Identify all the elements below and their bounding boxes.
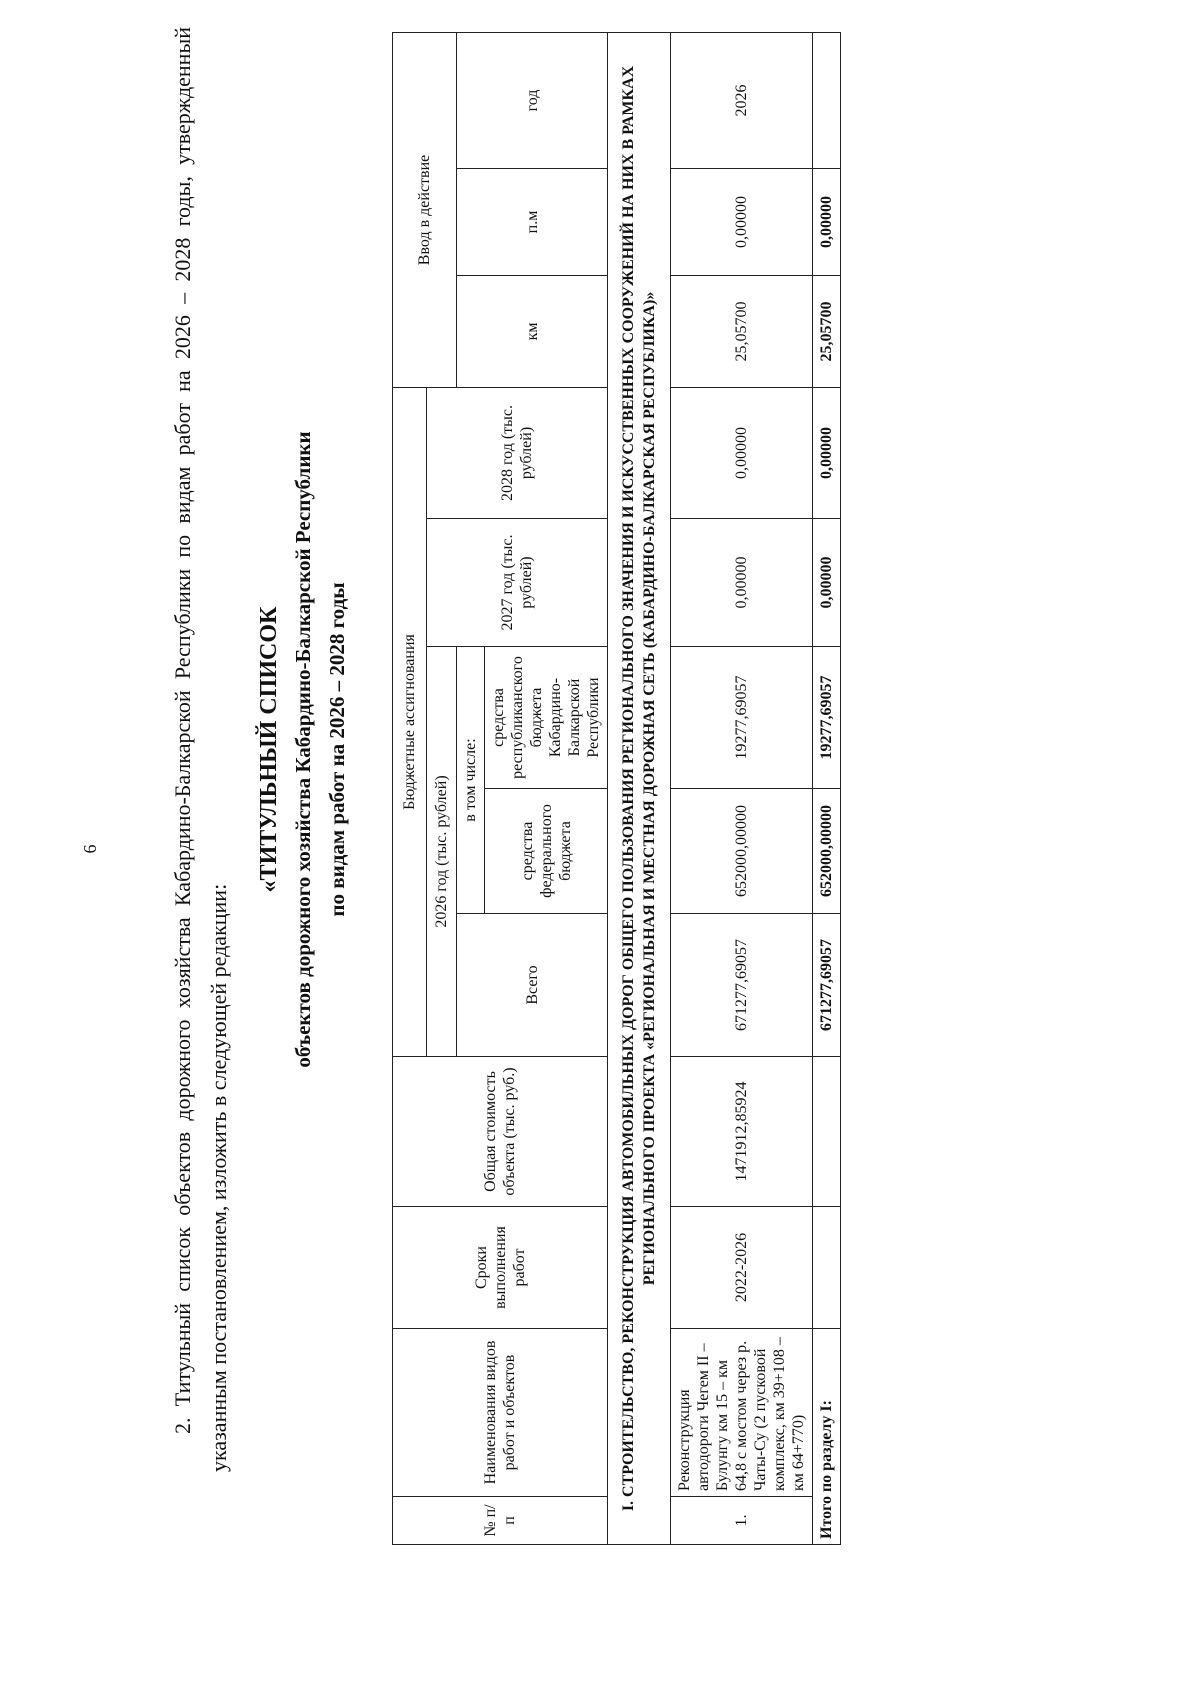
total-republic-2026: 19277,69057 [813,647,841,789]
header-federal: средства федерального бюджета [485,789,608,914]
header-year-2026: 2026 год (тыс. рублей) [427,647,457,1057]
row-object-name: Реконструкция автодороги Чегем II – Булунгу км 15 – км 64,8 с мостом через р. Чаты-Су (2 пусковой комплекс, км 39+108 – км 64+770) [671,1329,813,1497]
total-row [813,32,841,1544]
header-pm: п.м [457,168,608,275]
row-federal-2026: 652000,00000 [671,789,813,914]
header-year-2028: 2028 год (тыс. рублей) [427,387,608,518]
title-line-2: объектов дорожного хозяйства Кабардино-Балкарской Республики [291,431,315,1068]
total-terms-empty [813,1207,841,1329]
header-year-2027: 2027 год (тыс. рублей) [427,519,608,647]
row-km: 25,05700 [671,275,813,387]
total-federal-2026: 652000,00000 [813,789,841,914]
header-republic: средства республиканского бюджета Кабардино-Балкарской Республики [485,647,608,789]
row-2028: 0,00000 [671,387,813,518]
row-republic-2026: 19277,69057 [671,647,813,789]
header-total-cost: Общая стоимость объекта (тыс. руб.) [393,1057,608,1207]
header-num: № п/п [393,1497,608,1545]
section-title: I. СТРОИТЕЛЬСТВО, РЕКОНСТРУКЦИЯ АВТОМОБИЛЬНЫХ ДОРОГ ОБЩЕГО ПОЛЬЗОВАНИЯ РЕГИОНАЛЬНОГО ЗНАЧЕНИЯ И ИСКУССТВЕННЫХ СООРУЖЕНИЙ НА НИХ В РАМКАХ РЕГИОНАЛЬНОГО ПРОЕКТА «РЕГИОНАЛЬНАЯ И МЕСТНАЯ ДОРОЖНАЯ СЕТЬ (КАБАРДИНО-БАЛКАРСКАЯ РЕСПУБЛИКА)» [608,32,671,1544]
title-list-table [392,32,841,1545]
title-line-1: «ТИТУЛЬНЫЙ СПИСОК [256,606,282,893]
page-number: 6 [80,844,100,854]
header-including: в том числе: [457,647,485,914]
total-cost-empty [813,1057,841,1207]
row-2027: 0,00000 [671,519,813,647]
row-year: 2026 [671,32,813,168]
header-budget: Бюджетные ассигнования [393,387,427,1056]
row-num: 1. [671,1497,813,1545]
header-all: Всего [457,914,608,1057]
section-row [608,32,671,1544]
intro-paragraph: 2. Титульный список объектов дорожного хозяйства Кабардино-Балкарской Республики по видам работ на 2026 – 2028 годы, утвержденный указанным постановлением, изложить в следующей редакции: [170,27,231,1472]
total-km: 25,05700 [813,275,841,387]
header-commissioning: Ввод в действие [393,32,457,387]
row-all-2026: 671277,69057 [671,914,813,1057]
row-total-cost: 1471912,85924 [671,1057,813,1207]
header-terms: Сроки выполнения работ [393,1207,608,1329]
table-row [671,32,813,1544]
total-2028: 0,00000 [813,387,841,518]
title-line-3: по видам работ на 2026 – 2028 годы [325,582,349,917]
header-km: км [457,275,608,387]
row-pm: 0,00000 [671,168,813,275]
total-label: Итого по разделу I: [813,1329,841,1545]
header-year: год [457,32,608,168]
row-terms: 2022-2026 [671,1207,813,1329]
total-year-empty [813,32,841,168]
total-all-2026: 671277,69057 [813,914,841,1057]
header-name: Наименования видов работ и объектов [393,1329,608,1497]
total-pm: 0,00000 [813,168,841,275]
total-2027: 0,00000 [813,519,841,647]
document-title [252,27,354,1472]
